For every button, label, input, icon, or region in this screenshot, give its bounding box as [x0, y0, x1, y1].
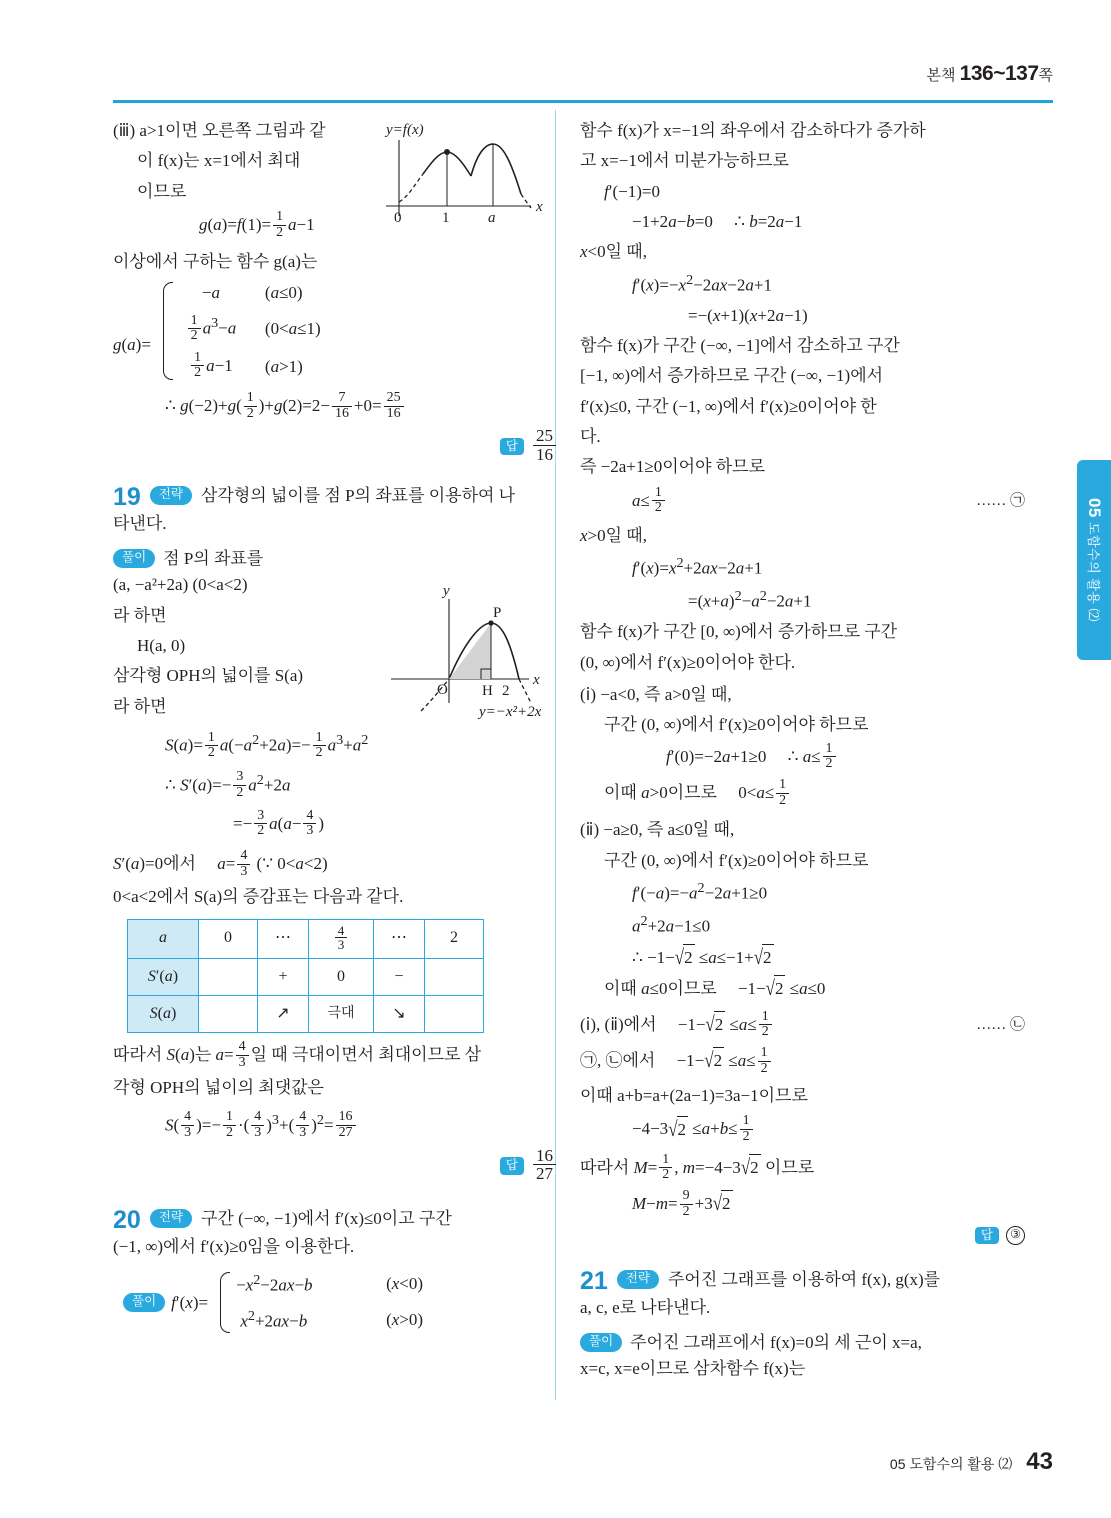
cell: + — [258, 959, 309, 996]
cell: 극대 — [309, 996, 374, 1033]
p19-eq5-text: 0<a<2에서 S(a)의 증감표는 다음과 같다. — [113, 887, 404, 907]
r-l15: $f'(x)=x^2+2ax-2a+1$ — [632, 555, 763, 579]
r-l9 — [580, 363, 1025, 389]
p19-s2-text: (a, −a²+2a) (0<a<2) — [113, 575, 248, 595]
figure-graph-f — [381, 118, 551, 236]
r-l18-text: (0, ∞)에서 f′(x)≥0이어야 한다. — [580, 652, 796, 672]
svg-text:y=f(x): y=f(x) — [386, 122, 424, 138]
strategy-tag: 전략 — [150, 1209, 192, 1228]
cell: 0 — [199, 919, 258, 959]
p19-final-eq: S( $\frac{4}{3}$ )=− $\frac{1}{2}$ ·( $\frac{4}{3}$ )$^3$+( $\frac{4}{3}$ )$^2$= $\frac{16}{27}$ — [165, 1110, 558, 1142]
svg-text:2: 2 — [502, 683, 510, 699]
p19-concl2 — [113, 1075, 558, 1101]
cell: 2 — [425, 919, 484, 959]
header-rule — [113, 100, 1053, 103]
mark-1: …… ㉠ — [976, 493, 1025, 510]
svg-text:P: P — [493, 605, 502, 621]
cell: 0 — [309, 959, 374, 996]
cell-a: a — [128, 919, 199, 959]
case-ii-line1: 구간 (0, ∞)에서 f′(x)≥0이어야 하므로 — [604, 850, 869, 870]
p19-s4-text: H(a, 0) — [137, 635, 186, 655]
summary-text — [113, 249, 558, 275]
brace — [214, 1270, 230, 1335]
r-case-i — [580, 682, 1025, 708]
strategy-line-2: a, c, e로 나타낸다. — [580, 1297, 711, 1317]
side-tab-number: 05 — [1085, 497, 1104, 518]
table-row — [128, 996, 484, 1033]
summary-label: 이상에서 구하는 함수 g(a)는 — [113, 252, 318, 272]
p19-eq4: S′(a)=0에서 a= $\frac{4}{3}$ (∵ 0<a<2) — [113, 847, 328, 879]
r-l8 — [580, 333, 1025, 359]
answer-badge: 답 — [500, 1157, 524, 1175]
cell — [425, 996, 484, 1033]
r-c4: −4−3√2 ≤a+b≤ $\frac{1}{2}$ — [632, 1115, 1025, 1145]
r-case-ii-1 — [604, 848, 1025, 874]
problem-20-number: 20 — [113, 1206, 141, 1235]
r-l11-text: 다. — [580, 427, 601, 447]
header-suffix: 쪽 — [1038, 67, 1053, 84]
r-l10 — [580, 394, 1025, 420]
p19-eq5 — [113, 884, 558, 910]
case-ii-head: −a≥0, 즉 a≤0일 때, — [603, 820, 735, 840]
footer — [890, 1448, 1053, 1476]
cell-s: S(a) — [128, 996, 199, 1033]
left-column — [113, 118, 558, 1337]
r-case-ii — [580, 817, 1025, 843]
r-l9-text: [−1, ∞)에서 증가하므로 구간 (−∞, −1)에서 — [580, 366, 884, 386]
header-prefix: 본책 — [926, 67, 960, 84]
g-piecewise: g(a)= −a (a≤0) $\frac{1}{2}$ $a^3-a$ (0<a≤1) $\frac{1}{2}$ a−1 (a>1) — [113, 280, 558, 382]
cell: $\frac{4}{3}$ — [309, 919, 374, 959]
problem-21-solution — [580, 1330, 1025, 1356]
side-tab-label: 도함수의 활용 ⑵ — [1086, 521, 1101, 623]
svg-text:x: x — [536, 199, 543, 215]
case-row: $\frac{1}{2}$ a−1 (a>1) — [179, 352, 321, 382]
problem-19-strategy — [201, 483, 558, 509]
problem-21-header — [580, 1267, 1025, 1296]
r-l17-text: 함수 f(x)가 구간 [0, ∞)에서 증가하므로 구간 — [580, 622, 898, 642]
answer-18: 답 $\frac{25}{16}$ — [113, 428, 558, 465]
r-l1-text: 함수 f(x)가 x=−1의 좌우에서 감소하다가 증가하 — [580, 121, 926, 140]
r-l11 — [580, 424, 1025, 450]
brace — [157, 280, 173, 382]
problem-21-strategy-2 — [580, 1295, 1025, 1321]
p19-eq3: =− $\frac{3}{2}$ a(a− $\frac{4}{3}$ ) — [233, 807, 325, 839]
r-l1 — [580, 118, 1025, 144]
answer-choice: ③ — [1006, 1226, 1025, 1245]
strategy-line-2: 타낸다. — [113, 513, 167, 533]
cell — [199, 959, 258, 996]
r-l18 — [580, 650, 1025, 676]
case-row: $-x^2-2ax-b$ (x<0) — [236, 1272, 424, 1295]
case-i-line1: 구간 (0, ∞)에서 f′(x)≥0이어야 하므로 — [604, 715, 869, 735]
r-case-ii-5: 이때 a≤0이므로 −1−√2 ≤a≤0 — [604, 975, 1025, 1002]
r-l10-text: f′(x)≤0, 구간 (−1, ∞)에서 f′(x)≥0이어야 한 — [580, 396, 877, 416]
r-l17 — [580, 619, 1025, 645]
strategy-line-1: 구간 (−∞, −1)에서 f′(x)≤0이고 구간 — [200, 1209, 452, 1229]
solution-tag: 풀이 — [113, 549, 155, 568]
solution-tag: 풀이 — [580, 1333, 622, 1352]
p21-s2-text: x=c, x=e이므로 삼차함수 f(x)는 — [580, 1359, 806, 1379]
problem-19-solution — [113, 546, 558, 572]
chapter-side-tab — [1077, 460, 1111, 660]
strategy-line-1: 삼각형의 넓이를 점 P의 좌표를 이용하여 나 — [200, 486, 516, 506]
r-case-i-1 — [604, 712, 1025, 738]
footer-chapter: 05 도함수의 활용 ⑵ — [889, 1456, 1013, 1472]
p19-s6-text: 라 하면 — [113, 696, 167, 716]
svg-text:y=−x²+2x: y=−x²+2x — [479, 704, 542, 720]
r-l13: a≤ $\frac{1}{2}$ …… ㉠ — [632, 484, 1025, 516]
r-l2 — [580, 148, 1025, 174]
case3-label: (ⅲ) — [113, 121, 136, 140]
r-case-ii-4: ∴ −1−√2 ≤a≤−1+√2 — [632, 944, 1025, 971]
strategy-tag: 전략 — [617, 1270, 659, 1289]
footer-page-number: 43 — [1026, 1448, 1053, 1475]
r-l12-text: 즉 −2a+1≥0이어야 하므로 — [580, 457, 766, 477]
r-c3-text: 이때 a+b=a+(2a−1)=3a−1이므로 — [580, 1086, 808, 1106]
problem-19-strategy-2 — [113, 511, 558, 537]
solution-tag: 풀이 — [123, 1293, 165, 1312]
r-case-i-3: 이때 a>0이므로 0<a≤ $\frac{1}{2}$ — [604, 779, 1025, 809]
svg-text:1: 1 — [442, 210, 450, 226]
problem-19-number: 19 — [113, 483, 141, 512]
p19-s5-text: 삼각형 OPH의 넓이를 S(a) — [113, 666, 304, 686]
sum-equation: ∴ g(−2)+g( $\frac{1}{2}$ )+g(2)=2− $\frac{7}{16}$ +0= $\frac{25}{16}$ — [165, 392, 558, 422]
p21-s2 — [580, 1356, 1025, 1382]
svg-text:a: a — [488, 210, 496, 226]
case-ii-label: (ⅱ) — [580, 820, 600, 840]
right-column — [580, 118, 1025, 1387]
r-l3: f′(−1)=0 — [604, 181, 660, 201]
case-row: $\frac{1}{2}$ $a^3-a$ (0<a≤1) — [179, 313, 321, 345]
r-l8-text: 함수 f(x)가 구간 (−∞, −1]에서 감소하고 구간 — [580, 336, 900, 356]
solution-first-line: 점 P의 좌표를 — [163, 548, 264, 568]
r-case-i-2: f′(0)=−2a+1≥0 ∴ a≤ $\frac{1}{2}$ — [666, 743, 1025, 773]
cell-sprime: S′(a) — [128, 959, 199, 996]
cell: ⋯ — [258, 919, 309, 959]
case-i-head: −a<0, 즉 a>0일 때, — [600, 685, 732, 705]
r-case-ii-3: $a^2+2a-1\le 0$ — [632, 912, 711, 936]
svg-text:0: 0 — [394, 210, 402, 226]
case3-text3: 이므로 — [137, 181, 187, 201]
cell — [199, 996, 258, 1033]
r-l12 — [580, 454, 1025, 480]
svg-text:y: y — [443, 583, 450, 599]
cell: − — [374, 959, 425, 996]
cell: ⋯ — [374, 919, 425, 959]
mark-2: …… ㉡ — [976, 1017, 1025, 1034]
r-c3 — [580, 1083, 1025, 1109]
r-l5: x<0일 때, — [580, 242, 647, 262]
p19-eq2: ∴ S′(a)=− $\frac{3}{2}$ $a^2+2a$ — [165, 769, 291, 801]
cell — [425, 959, 484, 996]
problem-21-number: 21 — [580, 1267, 608, 1296]
p19-s3-text: 라 하면 — [113, 605, 167, 625]
p19-eq1: S(a)= $\frac{1}{2}$ $a(-a^2+2a)=-$ $\frac{1}{2}$ $a^3+a^2$ — [165, 729, 369, 761]
strategy-line-2: (−1, ∞)에서 f′(x)≥0임을 이용한다. — [113, 1236, 355, 1256]
variation-table — [127, 919, 484, 1034]
p19-concl2-text: 각형 OPH의 넓이의 최댓값은 — [113, 1078, 324, 1098]
p19-concl1: 따라서 S(a)는 a= $\frac{4}{3}$ 일 때 극대이면서 최대이므로 삼 — [113, 1039, 482, 1070]
r-case-ii-2: $f'(-a)=-a^2-2a+1\ge 0$ — [632, 879, 768, 903]
problem-20-solution: 풀이 f′(x)= $-x^2-2ax-b$ (x<0) $x^2+2ax-b$ (x>0) — [123, 1270, 558, 1335]
answer-badge: 답 — [975, 1227, 999, 1245]
cell: ↘ — [374, 996, 425, 1033]
table-row — [128, 959, 484, 996]
r-l4: −1+2a−b=0 ∴ b=2a−1 — [632, 212, 803, 232]
case3-text1: a>1이면 오른쪽 그림과 같 — [139, 121, 326, 140]
strategy-tag: 전략 — [150, 486, 192, 505]
problem-20-strategy — [201, 1206, 558, 1232]
case-i-label: (ⅰ) — [580, 685, 597, 705]
r-l2-text: 고 x=−1에서 미분가능하므로 — [580, 151, 789, 171]
problem-20-strategy-2 — [113, 1234, 558, 1260]
figure-graph-parabola — [381, 583, 556, 726]
header-page-reference — [927, 62, 1054, 86]
r-c2: ㉠, ㉡에서 −1−√2 ≤a≤ $\frac{1}{2}$ — [580, 1047, 1025, 1077]
g-equation: g(a)=f(1)= $\frac{1}{2}$ a−1 — [199, 209, 315, 240]
answer-20 — [580, 1226, 1025, 1245]
r-l6: $f'(x)=-x^2-2ax-2a+1$ — [632, 271, 772, 295]
problem-19-header — [113, 483, 558, 512]
p21-s1: 주어진 그래프에서 f(x)=0의 세 근이 x=a, — [630, 1333, 922, 1353]
svg-text:O: O — [437, 682, 448, 698]
r-l16: $=(x+a)^2-a^2-2a+1$ — [688, 588, 812, 612]
strategy-line-1: 주어진 그래프를 이용하여 f(x), g(x)를 — [667, 1270, 941, 1290]
svg-text:x: x — [533, 672, 540, 688]
problem-20-header — [113, 1206, 558, 1235]
r-c1: (ⅰ), (ⅱ)에서 −1−√2 ≤a≤ $\frac{1}{2}$ …… ㉡ — [580, 1008, 1025, 1040]
case-row: −a (a≤0) — [201, 282, 303, 302]
problem-21-strategy — [668, 1267, 1025, 1293]
r-l7: =−(x+1)(x+2a−1) — [688, 305, 808, 325]
svg-text:H: H — [482, 683, 493, 699]
answer-badge: 답 — [500, 438, 524, 456]
answer-19: 답 $\frac{16}{27}$ — [113, 1148, 558, 1185]
table-row — [128, 919, 484, 959]
r-l14: x>0일 때, — [580, 526, 647, 546]
r-c5: 따라서 M= $\frac{1}{2}$ , m=−4−3√2 이므로 — [580, 1151, 815, 1183]
header-pages: 136~137 — [959, 62, 1039, 85]
case-row: $x^2+2ax-b$ (x>0) — [240, 1308, 424, 1331]
r-c6: M−m= $\frac{9}{2}$ +3√2 — [632, 1187, 731, 1219]
case3-text2: 이 f(x)는 x=1에서 최대 — [137, 151, 301, 171]
cell: ↗ — [258, 996, 309, 1033]
